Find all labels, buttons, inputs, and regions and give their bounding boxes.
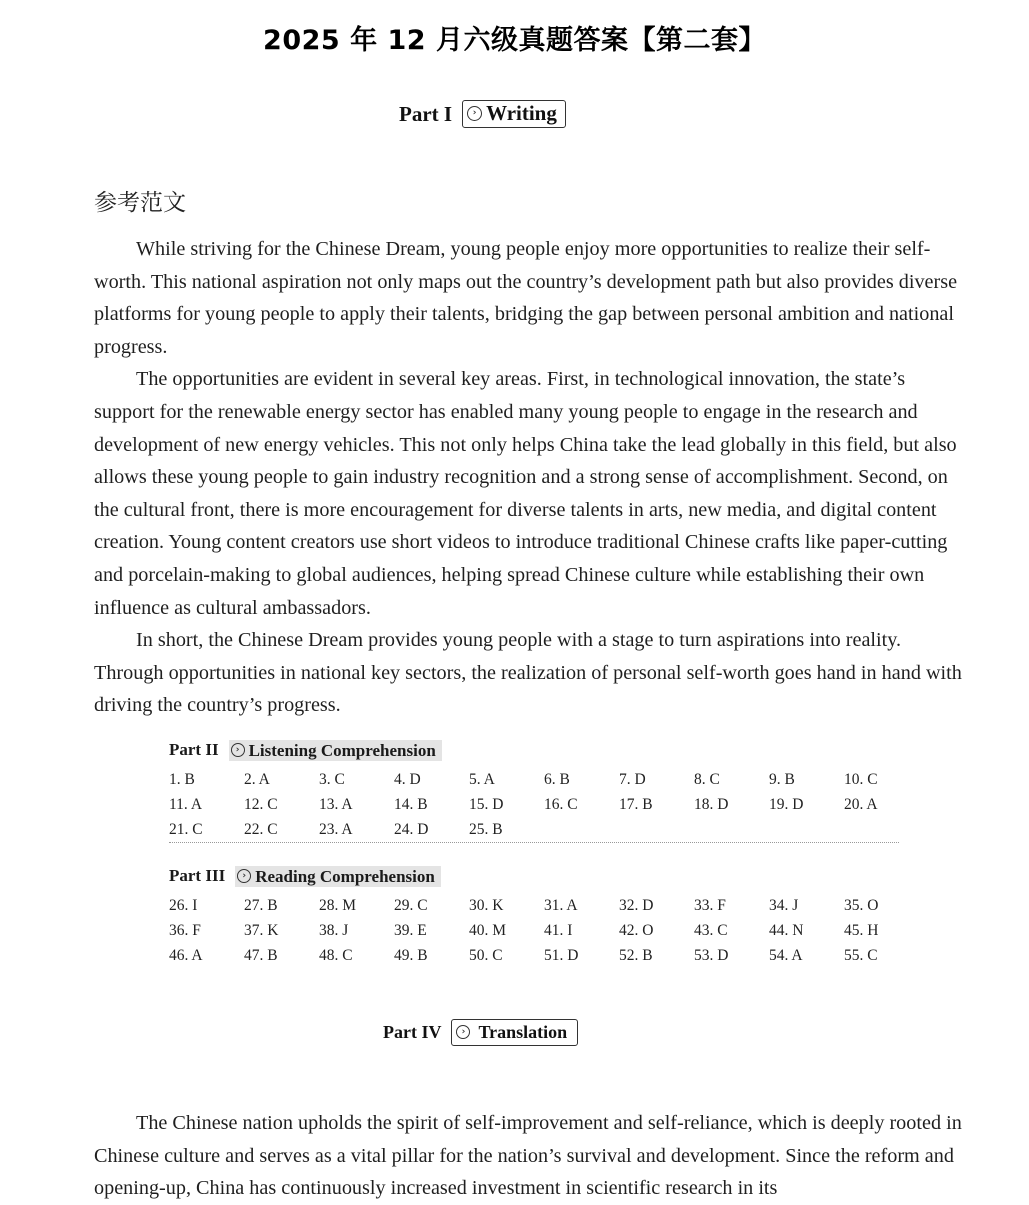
answer-item: 47. B bbox=[244, 947, 278, 964]
answer-item: 52. B bbox=[619, 947, 653, 964]
answer-item: 11. A bbox=[169, 796, 203, 813]
part-2-name: Listening Comprehension bbox=[248, 740, 436, 760]
answer-item: 1. B bbox=[169, 771, 195, 788]
part-2-title-box bbox=[229, 740, 442, 761]
part-1-title-box bbox=[462, 100, 566, 128]
answer-item: 32. D bbox=[619, 897, 654, 914]
answer-item: 22. C bbox=[244, 821, 278, 838]
translation-text bbox=[94, 1107, 964, 1205]
answer-item: 36. F bbox=[169, 922, 201, 939]
part-2-label: Part II bbox=[169, 740, 219, 759]
part-2-answer-grid bbox=[169, 767, 899, 842]
part-1-name: Writing bbox=[486, 101, 557, 125]
answer-item: 19. D bbox=[769, 796, 804, 813]
answer-item: 21. C bbox=[169, 821, 203, 838]
answer-item: 16. C bbox=[544, 796, 578, 813]
answer-item: 51. D bbox=[544, 947, 579, 964]
answer-item: 29. C bbox=[394, 897, 428, 914]
answer-item: 2. A bbox=[244, 771, 270, 788]
chevron-right-icon: › bbox=[456, 1025, 470, 1039]
chevron-right-icon: › bbox=[231, 743, 245, 757]
answer-item: 5. A bbox=[469, 771, 495, 788]
chevron-right-icon: › bbox=[237, 869, 251, 883]
answer-item: 24. D bbox=[394, 821, 429, 838]
essay-paragraph: The opportunities are evident in several key areas. First, in technological innovation, the state’s support for the renewable energy sector has enabled many young people to engage in the research and development of new energy vehicles. This not only helps China take the lead globally in this field, but also allows these young people to gain industry recognition and a strong sense of accomplishment. Second, on the cultural front, there is more encouragement for diverse talents in arts, new media, and digital content creation. Young content creators use short videos to introduce traditional Chinese crafts like paper-cutting and porcelain-making to global audiences, helping spread Chinese culture while establishing their own influence as cultural ambassadors. bbox=[94, 368, 957, 619]
section-divider bbox=[169, 842, 899, 843]
answer-item: 55. C bbox=[844, 947, 878, 964]
part-3-name: Reading Comprehension bbox=[255, 866, 435, 886]
answer-item: 4. D bbox=[394, 771, 421, 788]
answer-item: 41. I bbox=[544, 922, 573, 939]
answer-item: 28. M bbox=[319, 897, 357, 914]
part-4-heading bbox=[383, 1019, 578, 1046]
answer-item: 33. F bbox=[694, 897, 726, 914]
answer-item: 25. B bbox=[469, 821, 503, 838]
answer-item: 14. B bbox=[394, 796, 428, 813]
answer-item: 53. D bbox=[694, 947, 729, 964]
answer-item: 49. B bbox=[394, 947, 428, 964]
answer-item: 38. J bbox=[319, 922, 349, 939]
answer-item: 26. I bbox=[169, 897, 198, 914]
answer-item: 42. O bbox=[619, 922, 654, 939]
answer-item: 20. A bbox=[844, 796, 878, 813]
part-3-heading bbox=[169, 863, 899, 889]
answer-item: 40. M bbox=[469, 922, 507, 939]
part-3-answer-grid bbox=[169, 893, 899, 968]
answer-item: 10. C bbox=[844, 771, 878, 788]
part-2-answers bbox=[169, 737, 899, 842]
answer-item: 39. E bbox=[394, 922, 427, 939]
answer-item: 43. C bbox=[694, 922, 728, 939]
answer-item: 37. K bbox=[244, 922, 279, 939]
sample-essay-heading: 参考范文 bbox=[94, 190, 186, 216]
answer-item: 54. A bbox=[769, 947, 803, 964]
answer-item: 23. A bbox=[319, 821, 353, 838]
part-3-label: Part III bbox=[169, 866, 226, 885]
answer-item: 35. O bbox=[844, 897, 879, 914]
answer-item: 18. D bbox=[694, 796, 729, 813]
part-1-heading bbox=[399, 100, 566, 128]
answer-item: 15. D bbox=[469, 796, 504, 813]
essay-paragraph: In short, the Chinese Dream provides young people with a stage to turn aspirations into reality. Through opportunities in national key sectors, the realization of personal self-worth goes hand in hand with driving the country’s progress. bbox=[94, 629, 962, 717]
answer-item: 17. B bbox=[619, 796, 653, 813]
answer-item: 13. A bbox=[319, 796, 353, 813]
answer-item: 6. B bbox=[544, 771, 570, 788]
part-3-answers bbox=[169, 863, 899, 968]
answer-item: 7. D bbox=[619, 771, 646, 788]
answer-item: 3. C bbox=[319, 771, 345, 788]
part-1-label: Part I bbox=[399, 101, 453, 126]
answer-item: 30. K bbox=[469, 897, 504, 914]
answer-item: 8. C bbox=[694, 771, 720, 788]
page-title: 2025 年 12 月六级真题答案【第二套】 bbox=[263, 25, 766, 56]
answer-item: 12. C bbox=[244, 796, 278, 813]
answer-item: 27. B bbox=[244, 897, 278, 914]
answer-item: 50. C bbox=[469, 947, 503, 964]
sample-essay bbox=[94, 233, 964, 722]
part-4-name: Translation bbox=[478, 1022, 568, 1042]
essay-paragraph: While striving for the Chinese Dream, young people enjoy more opportunities to realize their self-worth. This national aspiration not only maps out the country’s development path but also provides diverse platforms for young people to apply their talents, bridging the gap between personal ambition and national progress. bbox=[94, 238, 958, 358]
answer-item: 45. H bbox=[844, 922, 879, 939]
part-4-label: Part IV bbox=[383, 1022, 442, 1042]
answer-item: 34. J bbox=[769, 897, 799, 914]
translation-paragraph: The Chinese nation upholds the spirit of self-improvement and self-reliance, which is deeply rooted in Chinese culture and serves as a vital pillar for the nation’s survival and development. Since the reform and opening-up, China has continuously increased investment in scientific research in its bbox=[94, 1112, 962, 1200]
part-2-heading bbox=[169, 737, 899, 763]
chevron-right-icon: › bbox=[467, 106, 482, 121]
part-3-title-box bbox=[235, 866, 441, 887]
part-4-title-box bbox=[451, 1019, 578, 1046]
answer-item: 48. C bbox=[319, 947, 353, 964]
answer-item: 31. A bbox=[544, 897, 578, 914]
answer-item: 9. B bbox=[769, 771, 795, 788]
answer-item: 46. A bbox=[169, 947, 203, 964]
answer-item: 44. N bbox=[769, 922, 804, 939]
